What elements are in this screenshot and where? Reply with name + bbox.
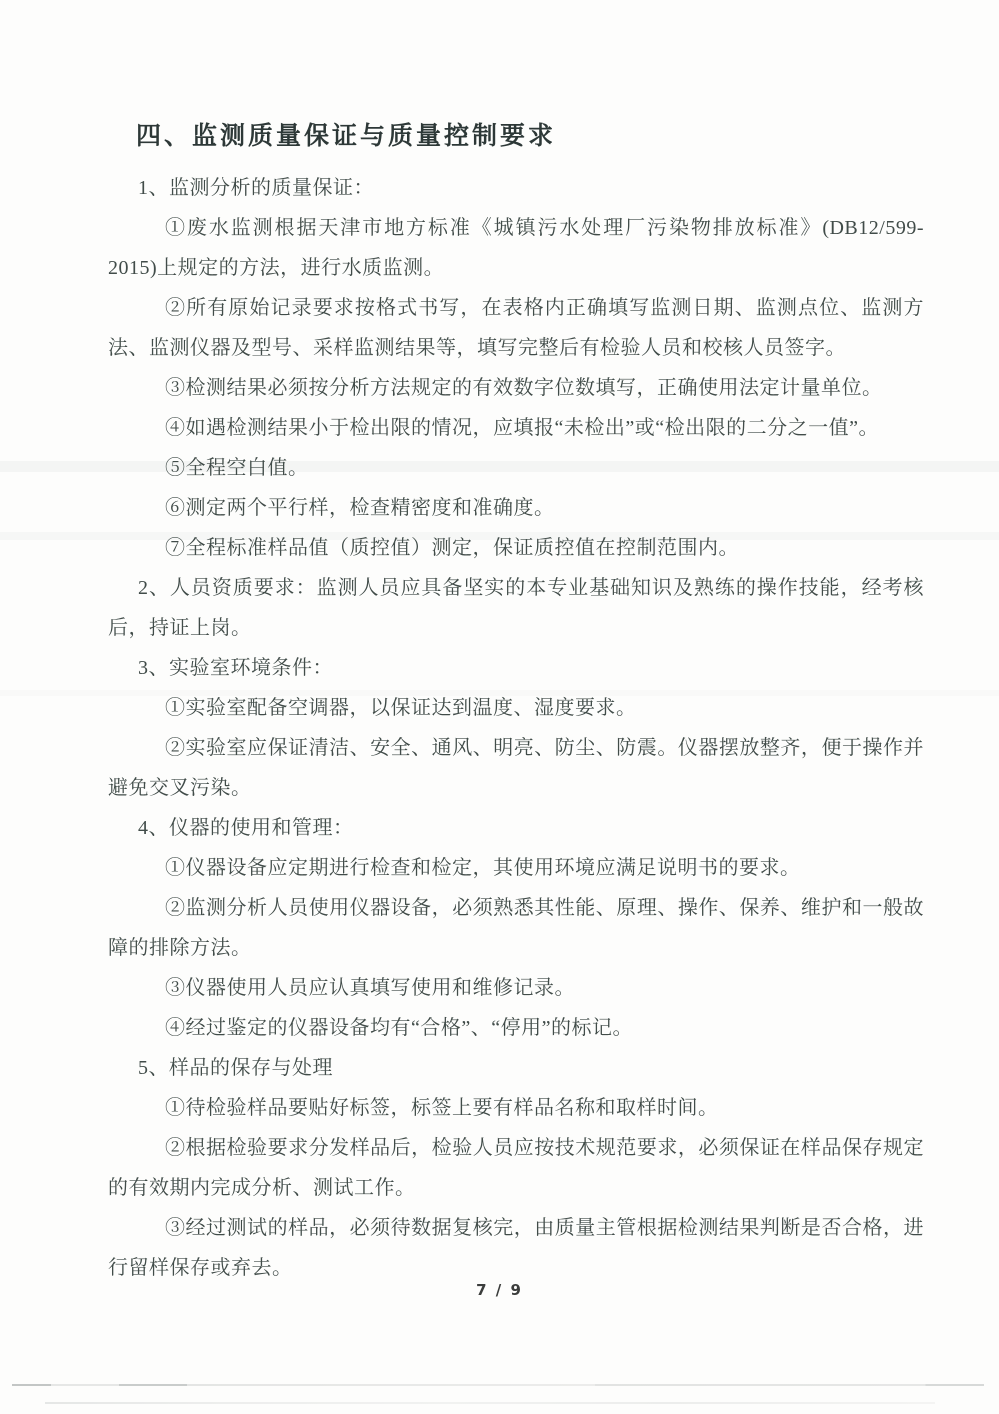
paragraph: ①废水监测根据天津市地方标准《城镇污水处理厂污染物排放标准》(DB12/599-2015)上规定的方法，进行水质监测。 (108, 217, 924, 279)
paragraph: 4、仪器的使用和管理： (138, 817, 354, 839)
scan-artifact-line (45, 1402, 935, 1404)
paragraph: ⑦全程标准样品值（质控值）测定，保证质控值在控制范围内。 (165, 537, 739, 559)
paragraph: ④经过鉴定的仪器设备均有“合格”、“停用”的标记。 (165, 1017, 634, 1039)
paragraph: ③仪器使用人员应认真填写使用和维修记录。 (165, 977, 575, 999)
section-title: 四、监测质量保证与质量控制要求 (136, 123, 557, 150)
paragraph: ①实验室配备空调器，以保证达到温度、湿度要求。 (165, 697, 637, 719)
paragraph: ②实验室应保证清洁、安全、通风、明亮、防尘、防震。仪器摆放整齐，便于操作并避免交叉污染。 (108, 737, 924, 799)
paragraph: ③检测结果必须按分析方法规定的有效数字位数填写，正确使用法定计量单位。 (165, 377, 883, 399)
paragraph: ⑥测定两个平行样，检查精密度和准确度。 (165, 497, 555, 519)
scan-artifact-line (12, 1384, 984, 1386)
paragraph: 5、样品的保存与处理 (138, 1057, 333, 1079)
paragraph: 3、实验室环境条件： (138, 657, 333, 679)
paragraph: ③经过测试的样品，必须待数据复核完，由质量主管根据检测结果判断是否合格，进行留样保存或弃去。 (108, 1217, 924, 1279)
paragraph: ②监测分析人员使用仪器设备，必须熟悉其性能、原理、操作、保养、维护和一般故障的排除方法。 (108, 897, 924, 959)
paragraph: ④如遇检测结果小于检出限的情况，应填报“未检出”或“检出限的二分之一值”。 (165, 417, 880, 439)
paragraph: ②所有原始记录要求按格式书写，在表格内正确填写监测日期、监测点位、监测方法、监测仪器及型号、采样监测结果等，填写完整后有检验人员和校核人员签字。 (108, 297, 924, 359)
paragraph: ①仪器设备应定期进行检查和检定，其使用环境应满足说明书的要求。 (165, 857, 801, 879)
paragraph: ①待检验样品要贴好标签，标签上要有样品名称和取样时间。 (165, 1097, 719, 1119)
paragraph: 1、监测分析的质量保证： (138, 177, 374, 199)
document-body (108, 168, 924, 1288)
paragraph: ⑤全程空白值。 (165, 457, 309, 479)
paragraph: ②根据检验要求分发样品后，检验人员应按技术规范要求，必须保证在样品保存规定的有效期内完成分析、测试工作。 (108, 1137, 924, 1199)
paragraph: 2、人员资质要求：监测人员应具备坚实的本专业基础知识及熟练的操作技能，经考核后，持证上岗。 (108, 577, 924, 639)
page-number: 7 / 9 (476, 1281, 523, 1299)
